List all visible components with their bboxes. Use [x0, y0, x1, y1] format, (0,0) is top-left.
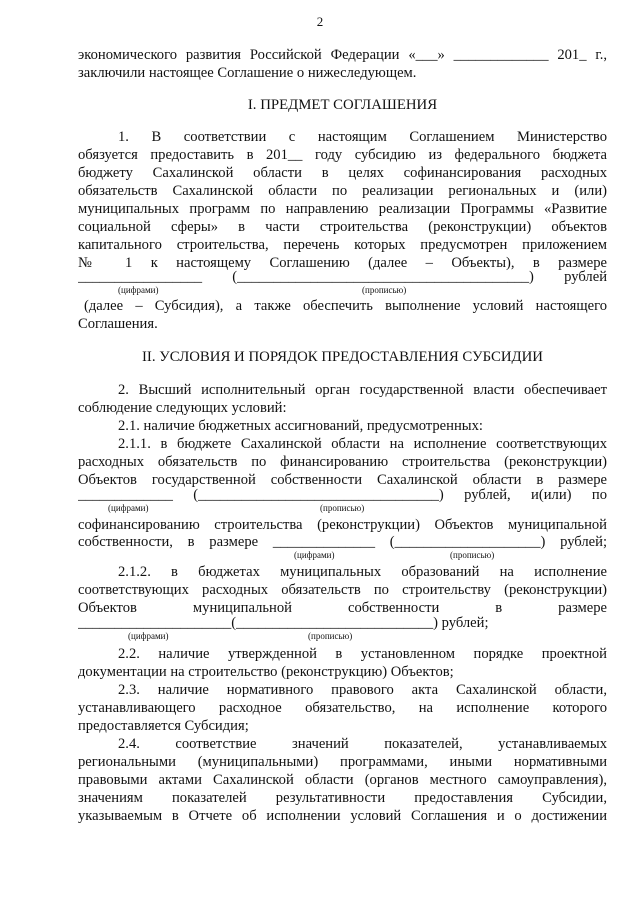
- caption-words: (прописью): [308, 631, 353, 641]
- caption-digits: (цифрами): [108, 503, 149, 513]
- section-heading: I. ПРЕДМЕТ СОГЛАШЕНИЯ: [247, 97, 438, 113]
- caption-words: (прописью): [362, 285, 407, 295]
- text-line: (далее – Субсидия), а также обеспечить выполнение условий настоящего: [84, 298, 607, 314]
- text-line: Соглашения.: [78, 316, 158, 332]
- text-line: соблюдение следующих условий:: [78, 400, 287, 416]
- caption-digits: (цифрами): [128, 631, 169, 641]
- text-line: экономического развития Российской Федерации «___» _____________ 201_ г.,: [78, 47, 607, 63]
- text-line: софинансированию строительства (реконструкции) Объектов муниципальной: [78, 517, 607, 533]
- text-line: региональными (муниципальными) программами, иными нормативными: [78, 754, 607, 770]
- text-line: обязуется предоставить в 201__ году субсидию из федерального бюджета: [78, 147, 607, 163]
- text-line: социальной сферы» в части строительства (реконструкции) объектов: [78, 219, 607, 235]
- caption-words: (прописью): [450, 550, 495, 560]
- amount-line: _____________ (_________________________________) рублей, и(или) по: [78, 487, 607, 503]
- text-line: бюджету Сахалинской области в целях софинансирования расходных: [78, 165, 607, 181]
- text-line: значениям показателей результативности предоставления Субсидии,: [78, 790, 607, 806]
- text-line: расходных обязательств по финансированию строительства (реконструкции): [78, 454, 607, 470]
- text-line: предоставляется Субсидия;: [78, 718, 249, 734]
- text-line: капитального строительства, перечень которых предусмотрен приложением: [78, 237, 607, 253]
- amount-line: _________________ (________________________________________) рублей: [78, 269, 607, 285]
- text-line: муниципальных программ по направлению реализации Программы «Развитие: [78, 201, 607, 217]
- text-line: указываемым в Отчете об исполнении условий Соглашения и о достижении: [78, 808, 607, 824]
- paragraph-first-line: 2.4. соответствие значений показателей, устанавливаемых: [118, 736, 607, 752]
- page-number: 2: [316, 14, 324, 29]
- caption-words: (прописью): [320, 503, 365, 513]
- text-line: документации на строительство (реконструкцию) Объектов;: [78, 664, 454, 680]
- text-line: устанавливающего расходное обязательство, на исполнение которого: [78, 700, 607, 716]
- text-line: правовыми актами Сахалинской области (органов местного самоуправления),: [78, 772, 607, 788]
- section-heading: II. УСЛОВИЯ И ПОРЯДОК ПРЕДОСТАВЛЕНИЯ СУБСИДИИ: [141, 349, 543, 365]
- text-line: № 1 к настоящему Соглашению (далее – Объекты), в размере: [78, 255, 607, 271]
- caption-digits: (цифрами): [294, 550, 335, 560]
- paragraph-first-line: 2. Высший исполнительный орган государственной власти обеспечивает: [118, 382, 607, 398]
- text-line: соответствующих расходных обязательств по строительству (реконструкции): [78, 582, 607, 598]
- paragraph-first-line: 2.1.1. в бюджете Сахалинской области на исполнение соответствующих: [118, 436, 607, 452]
- paragraph-first-line: 2.3. наличие нормативного правового акта Сахалинской области,: [118, 682, 607, 698]
- caption-digits: (цифрами): [118, 285, 159, 295]
- text-line: заключили настоящее Соглашение о нижеследующем.: [78, 65, 417, 81]
- paragraph-first-line: 2.2. наличие утвержденной в установленном порядке проектной: [118, 646, 607, 662]
- paragraph-first-line: 1. В соответствии с настоящим Соглашением Министерство: [118, 129, 607, 145]
- text-line: Объектов государственной собственности Сахалинской области в размере: [78, 472, 607, 488]
- paragraph-first-line: 2.1.2. в бюджетах муниципальных образований на исполнение: [118, 564, 607, 580]
- text-line: Объектов муниципальной собственности в размере: [78, 600, 607, 616]
- text-line: обязательств Сахалинской области по реализации региональных и (или): [78, 183, 607, 199]
- paragraph-first-line: 2.1. наличие бюджетных ассигнований, предусмотренных:: [118, 418, 483, 434]
- amount-line: собственности, в размере ______________ (____________________) рублей;: [78, 534, 607, 550]
- amount-line: _____________________(___________________________) рублей;: [78, 615, 489, 631]
